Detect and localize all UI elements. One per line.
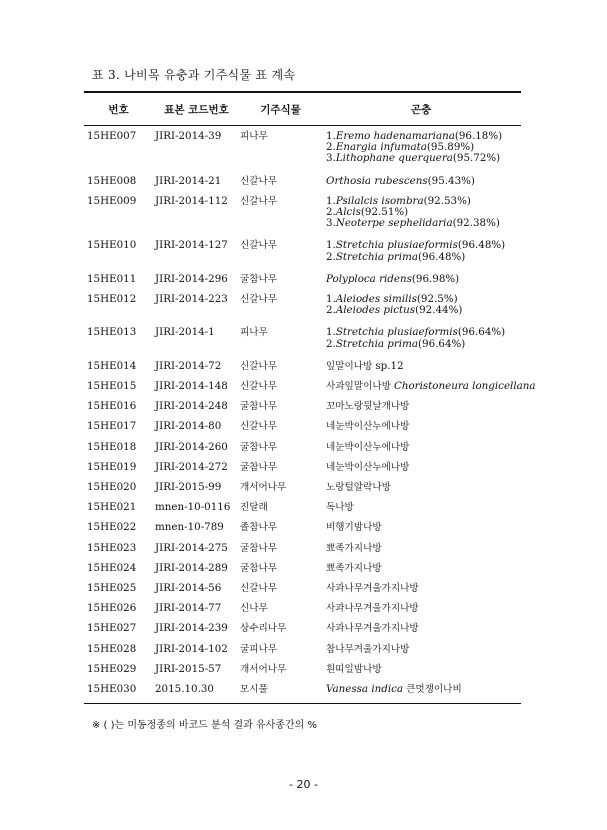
cell-specimen-code: JIRI-2014-239 — [155, 622, 228, 635]
table-row — [84, 437, 521, 457]
insect-korean-name: 독나방 — [326, 502, 354, 514]
insect-index: 2. — [326, 141, 336, 154]
cell-specimen-code: JIRI-2014-21 — [155, 174, 222, 187]
cell-host-plant: 모시풀 — [240, 684, 268, 696]
cell-host-plant: 상수리나무 — [240, 623, 287, 635]
insect-similarity: (96.48%) — [418, 250, 466, 263]
cell-insect — [321, 240, 521, 262]
insect-similarity: (96.64%) — [418, 337, 466, 350]
table-row — [84, 578, 521, 598]
insect-korean-name: 네눈박이산누에나방 — [326, 461, 410, 473]
insect-line — [326, 543, 521, 554]
cell-insect — [321, 401, 521, 412]
cell-insect — [321, 381, 536, 392]
insect-scientific-name: Polyploca ridens — [326, 272, 412, 285]
cell-insect — [321, 583, 521, 594]
insect-index: 2. — [326, 206, 336, 219]
insect-line — [326, 153, 521, 164]
insect-scientific-name: Psilalcis isombra — [335, 194, 424, 207]
cell-host-plant: 굴참나무 — [240, 273, 278, 285]
cell-number: 15HE030 — [87, 683, 137, 696]
cell-specimen-code: JIRI-2014-39 — [155, 130, 222, 142]
insect-index: 2. — [326, 250, 336, 263]
insect-index: 1. — [326, 130, 336, 142]
table-row — [84, 598, 521, 618]
cell-number: 15HE009 — [87, 194, 137, 207]
cell-insect — [321, 176, 521, 187]
header-specimen-code: 표본 코드번호 — [164, 103, 229, 116]
cell-host-plant: 신갈나무 — [240, 294, 278, 306]
cell-host-plant: 신갈나무 — [240, 360, 278, 372]
table-row — [84, 457, 521, 477]
insect-similarity: sp.12 — [375, 359, 404, 372]
cell-host-plant: 신갈나무 — [240, 175, 278, 187]
cell-insect — [321, 482, 521, 493]
insect-korean-name: 비행기밤나방 — [326, 522, 382, 534]
insect-line — [326, 218, 521, 229]
cell-insect — [321, 196, 521, 230]
insect-line — [326, 482, 521, 493]
cell-specimen-code: JIRI-2014-77 — [155, 602, 222, 615]
cell-host-plant: 개서어나무 — [240, 482, 287, 494]
cell-specimen-code: 2015.10.30 — [155, 683, 214, 696]
insect-scientific-name: Orthosia rubescens — [326, 174, 428, 187]
insect-korean-name: 잎말이나방 — [326, 360, 376, 372]
cell-specimen-code: JIRI-2014-112 — [155, 194, 228, 207]
cell-number: 15HE028 — [87, 642, 137, 655]
insect-korean-name: 네눈박이산누에나방 — [326, 421, 410, 433]
insect-line — [326, 522, 521, 533]
insect-similarity: (92.53%) — [423, 194, 471, 207]
cell-specimen-code: JIRI-2014-296 — [155, 272, 228, 285]
insect-korean-name: 사과나무겨울가지나방 — [326, 583, 419, 595]
data-table — [84, 91, 536, 704]
cell-host-plant: 신갈나무 — [240, 421, 278, 433]
cell-number: 15HE014 — [87, 359, 137, 372]
cell-number: 15HE018 — [87, 440, 137, 453]
table-row — [84, 517, 521, 537]
cell-number: 15HE022 — [87, 521, 137, 534]
table-row — [84, 376, 536, 396]
cell-specimen-code: JIRI-2014-56 — [155, 582, 222, 595]
insect-line — [326, 603, 521, 614]
insect-line — [326, 381, 536, 392]
cell-number: 15HE026 — [87, 602, 137, 615]
table-row — [84, 322, 521, 355]
table-row — [84, 269, 521, 289]
cell-specimen-code: JIRI-2015-99 — [155, 481, 222, 494]
cell-host-plant: 굴참나무 — [240, 441, 278, 453]
cell-insect — [321, 684, 521, 695]
cell-insect — [321, 623, 521, 634]
insect-line — [326, 274, 521, 285]
insect-korean-name: 사과잎말이나방 — [326, 381, 394, 393]
cell-number: 15HE012 — [87, 293, 137, 306]
cell-insect — [321, 502, 521, 513]
insect-index: 1. — [326, 293, 336, 306]
header-host-plant: 기주식물 — [260, 103, 301, 116]
cell-specimen-code: JIRI-2014-272 — [155, 460, 228, 473]
cell-insect — [321, 294, 521, 316]
insect-similarity: (96.98%) — [411, 272, 460, 285]
insect-line — [326, 462, 521, 473]
cell-insect — [321, 361, 521, 372]
table-row — [84, 679, 521, 699]
cell-host-plant: 신나무 — [240, 603, 268, 615]
footnote: ※ ( )는 미동정종의 바코드 분석 결과 유사종간의 % — [92, 720, 317, 731]
cell-number: 15HE023 — [87, 541, 137, 554]
cell-insect — [321, 543, 521, 554]
insect-korean-name: 꼬마노랑뒷날개나방 — [326, 401, 410, 413]
table-row — [84, 356, 521, 376]
table-caption: 표 3. 나비목 유충과 기주식물 표 계속 — [92, 68, 296, 82]
insect-scientific-name: Alcis — [335, 206, 361, 219]
cell-specimen-code: JIRI-2015-57 — [155, 662, 222, 675]
insect-scientific-name: Lithophane querquera — [335, 152, 453, 165]
cell-number: 15HE020 — [87, 481, 137, 494]
insect-scientific-name: Stretchia plusiaeformis — [335, 326, 458, 339]
page-number: - 20 - — [289, 778, 318, 791]
insect-korean-name: 뾰족가지나방 — [326, 542, 382, 554]
insect-index: 2. — [326, 337, 336, 350]
insect-index: 2. — [326, 304, 336, 317]
insect-line — [326, 339, 521, 350]
table-row — [84, 171, 521, 191]
table-row — [84, 659, 521, 679]
table-row — [84, 538, 521, 558]
cell-number: 15HE019 — [87, 460, 137, 473]
cell-insect — [321, 603, 521, 614]
insect-index: 1. — [326, 194, 336, 207]
table-row — [84, 191, 521, 236]
header-number: 번호 — [108, 103, 129, 116]
insect-scientific-name: Stretchia prima — [335, 337, 418, 350]
cell-number: 15HE013 — [87, 326, 137, 339]
insect-index: 3. — [326, 217, 336, 230]
cell-number: 15HE025 — [87, 582, 137, 595]
insect-scientific-name: Stretchia prima — [335, 250, 418, 263]
cell-host-plant: 신갈나무 — [240, 240, 278, 252]
insect-line — [326, 421, 521, 432]
cell-specimen-code: JIRI-2014-80 — [155, 420, 222, 433]
insect-similarity: (92.38%) — [452, 217, 500, 230]
cell-insect — [321, 327, 521, 349]
table-row — [84, 497, 521, 517]
table-bottom-rule — [84, 703, 521, 704]
cell-specimen-code: JIRI-2014-223 — [155, 293, 228, 306]
table-row — [84, 477, 521, 497]
insect-similarity: (92.5%) — [416, 293, 458, 306]
insect-scientific-name: Eremo hadenamariana — [335, 130, 455, 142]
cell-specimen-code: JIRI-2014-72 — [155, 359, 222, 372]
insect-line — [326, 502, 521, 513]
cell-host-plant: 굴피나무 — [240, 643, 278, 655]
insect-line — [326, 623, 521, 634]
cell-number: 15HE029 — [87, 662, 137, 675]
cell-number: 15HE024 — [87, 561, 137, 574]
cell-insect — [321, 274, 521, 285]
insect-scientific-name: Aleiodes pictus — [335, 304, 416, 317]
insect-scientific-name: Vanessa indica — [326, 683, 404, 696]
cell-host-plant: 굴참나무 — [240, 401, 278, 413]
table-row — [84, 416, 521, 436]
insect-korean-name: 흰띠일밤나방 — [326, 663, 382, 675]
insect-similarity: (96.18%) — [454, 130, 503, 142]
insect-line — [326, 176, 521, 187]
table-row — [84, 639, 521, 659]
cell-specimen-code: JIRI-2014-260 — [155, 440, 228, 453]
insect-index: 1. — [326, 326, 336, 339]
cell-insect — [321, 462, 521, 473]
insect-korean-name: 뾰족가지나방 — [326, 562, 382, 574]
table-row — [84, 235, 521, 268]
insect-line — [326, 583, 521, 594]
cell-host-plant: 진달래 — [240, 502, 268, 514]
insect-line — [326, 664, 521, 675]
cell-specimen-code: JIRI-2014-148 — [155, 380, 228, 393]
insect-similarity: (95.89%) — [426, 141, 475, 154]
insect-line — [326, 684, 521, 695]
cell-number: 15HE010 — [87, 239, 137, 252]
cell-host-plant: 졸참나무 — [240, 522, 278, 534]
cell-insect — [321, 563, 521, 574]
insect-line — [326, 644, 521, 655]
insect-scientific-name: Neoterpe sephelidaria — [335, 217, 453, 230]
cell-host-plant: 신갈나무 — [240, 381, 278, 393]
insect-korean-name: 큰멋쟁이나비 — [403, 684, 462, 696]
table-row — [84, 618, 521, 638]
cell-number: 15HE011 — [87, 272, 137, 285]
insect-line — [326, 563, 521, 574]
cell-host-plant: 굴참나무 — [240, 461, 278, 473]
insect-scientific-name: Enargia infumata — [335, 141, 427, 154]
table-row — [84, 126, 521, 171]
table-body — [84, 126, 536, 699]
insect-korean-name: 노랑털알락나방 — [326, 482, 391, 494]
cell-specimen-code: JIRI-2014-275 — [155, 541, 228, 554]
insect-similarity: (96.48%) — [457, 239, 506, 252]
header-insect: 곤충 — [410, 103, 432, 116]
insect-scientific-name: Aleiodes similis — [335, 293, 417, 306]
insect-korean-name: 네눈박이산누에나방 — [326, 441, 410, 453]
cell-specimen-code: JIRI-2014-248 — [155, 400, 228, 413]
cell-specimen-code: JIRI-2014-1 — [155, 326, 215, 339]
cell-number: 15HE021 — [87, 501, 137, 514]
insect-korean-name: 사과나무겨울가지나방 — [326, 603, 419, 615]
cell-number: 15HE015 — [87, 380, 137, 393]
insect-line — [326, 442, 521, 453]
cell-host-plant: 신갈나무 — [240, 583, 278, 595]
insect-similarity: (96.64%) — [457, 326, 506, 339]
insect-index: 1. — [326, 239, 336, 252]
table-row — [84, 558, 521, 578]
cell-host-plant: 피나무 — [240, 327, 268, 339]
insect-similarity: (95.72%) — [452, 152, 501, 165]
cell-number: 15HE027 — [87, 622, 137, 635]
cell-number: 15HE016 — [87, 400, 137, 413]
cell-insect — [321, 442, 521, 453]
cell-specimen-code: mnen-10-789 — [155, 521, 224, 534]
table-row — [84, 396, 521, 416]
insect-line — [326, 401, 521, 412]
cell-specimen-code: JIRI-2014-127 — [155, 239, 228, 252]
insect-line — [326, 361, 521, 372]
cell-insect — [321, 421, 521, 432]
cell-host-plant: 피나무 — [240, 131, 268, 142]
cell-insect — [321, 664, 521, 675]
insect-similarity: (95.43%) — [427, 174, 475, 187]
cell-host-plant: 굴참나무 — [240, 562, 278, 574]
insect-line — [326, 252, 521, 263]
insect-scientific-name: Choristoneura longicellana — [393, 380, 536, 393]
cell-insect — [321, 522, 521, 533]
insect-similarity: (92.44%) — [415, 304, 463, 317]
cell-insect — [321, 131, 521, 165]
cell-host-plant: 개서어나무 — [240, 663, 287, 675]
cell-insect — [321, 644, 521, 655]
insect-scientific-name: Stretchia plusiaeformis — [335, 239, 458, 252]
insect-korean-name: 사과나무겨울가지나방 — [326, 623, 419, 635]
cell-number: 15HE007 — [87, 130, 137, 142]
table-header — [84, 93, 521, 125]
insect-similarity: (92.51%) — [360, 206, 409, 219]
insect-korean-name: 참나무겨울가지나방 — [326, 643, 410, 655]
insect-line — [326, 305, 521, 316]
cell-number: 15HE017 — [87, 420, 137, 433]
cell-host-plant: 신갈나무 — [240, 195, 278, 207]
table-row — [84, 289, 521, 322]
cell-specimen-code: JIRI-2014-289 — [155, 561, 228, 574]
cell-host-plant: 굴참나무 — [240, 542, 278, 554]
cell-specimen-code: JIRI-2014-102 — [155, 642, 228, 655]
insect-index: 3. — [326, 152, 336, 165]
cell-specimen-code: mnen-10-0116 — [155, 501, 231, 514]
cell-number: 15HE008 — [87, 174, 137, 187]
